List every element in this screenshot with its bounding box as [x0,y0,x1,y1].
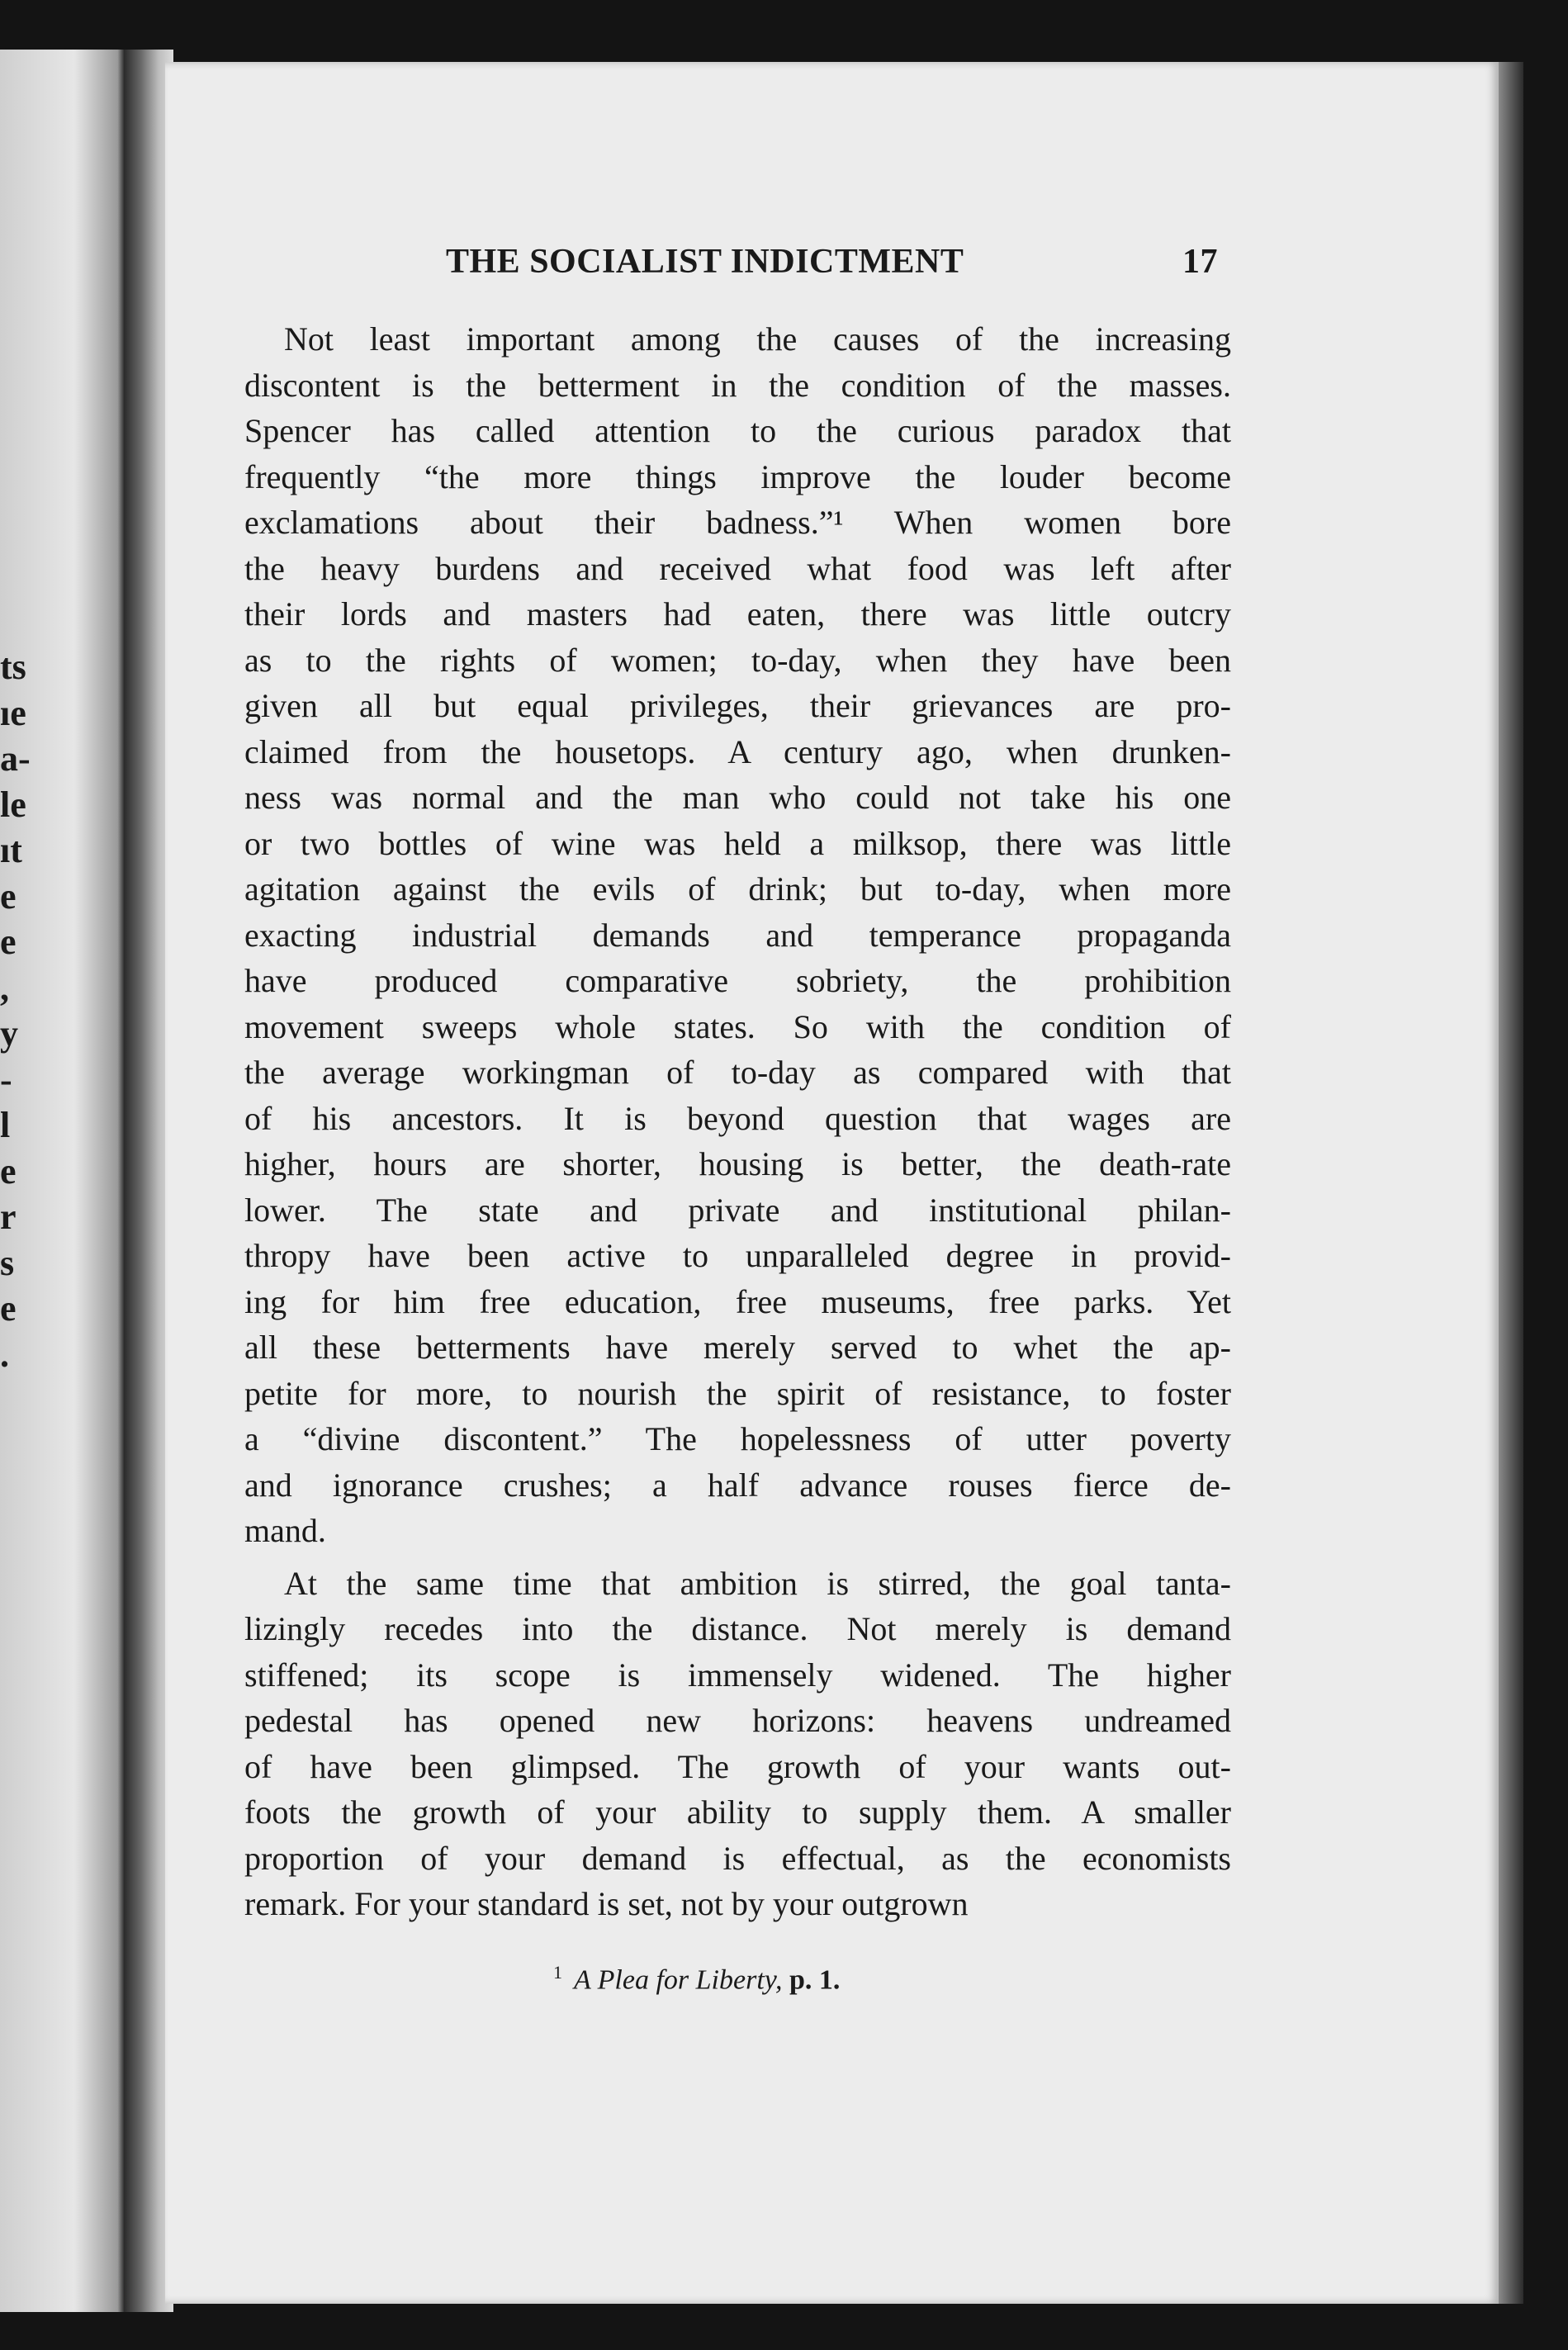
page-right-edge [1499,62,1523,2304]
left-page-fragment: e [0,1150,17,1192]
text-line: petite for more, to nourish the spirit of resistance, to foster [244,1374,1231,1412]
left-page-fragment: l [0,1105,11,1145]
left-page-fragment: ts [0,647,26,687]
text-line: agitation against the evils of drink; but to-day, when more [244,870,1231,907]
text-line: ing for him free education, free museums, free parks. Yet [244,1282,1231,1320]
left-page-fragment: - [0,1059,12,1100]
text-line: mand. [244,1512,326,1549]
text-line: proportion of your demand is effectual, as the economists [244,1839,1231,1877]
text-line: of have been glimpsed. The growth of your wants out- [244,1747,1231,1785]
text-line: lizingly recedes into the distance. Not merely is demand [244,1610,1231,1647]
paragraph [244,1561,1231,1927]
text-line: thropy have been active to unparalleled degree in provid- [244,1237,1231,1274]
left-page-fragment: ıt [0,830,22,870]
text-line: lower. The state and private and institutional philan- [244,1191,1231,1229]
text-line: stiffened; its scope is immensely widened. The higher [244,1656,1231,1694]
text-line: Spencer has called attention to the curious paradox that [244,412,1231,449]
running-header [446,242,1218,282]
left-page-fragment: , [0,967,9,1008]
left-page-fragment: ıe [0,692,26,733]
text-line: discontent is the betterment in the condition of the masses. [244,366,1231,404]
body-text [244,316,1231,1927]
text-line: exclamations about their badness.”¹ When women bore [244,504,1231,541]
footnote [553,1962,840,1996]
left-page-fragment: y [0,1013,18,1054]
paragraph-gap [244,1554,1231,1561]
left-page-edge [0,50,124,2312]
text-line: as to the rights of women; to-day, when they have been [244,641,1231,679]
text-line: higher, hours are shorter, housing is better, the death-rate [244,1145,1231,1182]
text-line: all these betterments have merely served to whet the ap- [244,1329,1231,1366]
text-line: of his ancestors. It is beyond question that wages are [244,1099,1231,1137]
paragraph [244,316,1231,1554]
chapter-title: THE SOCIALIST INDICTMENT [446,243,964,281]
left-page-fragment: s [0,1242,15,1283]
text-line: given all but equal privileges, their grievances are pro- [244,687,1231,724]
footnote-marker: 1 [553,1962,562,1983]
text-line: the average workingman of to-day as compared with that [244,1054,1231,1091]
text-line: claimed from the housetops. A century ago, when drunken- [244,732,1231,770]
left-page-fragment: e [0,922,17,962]
text-line: ness was normal and the man who could not take his one [244,779,1231,816]
text-line: remark. For your standard is set, not by your outgrown [244,1885,969,1922]
text-line: foots the growth of your ability to supply them. A smaller [244,1793,1231,1831]
text-line: and ignorance crushes; a half advance rouses fierce de- [244,1466,1231,1504]
left-page-fragment: . [0,1334,9,1375]
text-line: their lords and masters had eaten, there was little outcry [244,595,1231,633]
left-page-fragment: r [0,1196,17,1237]
text-line: a “divine discontent.” The hopelessness of utter poverty [244,1420,1231,1457]
text-line: have produced comparative sobriety, the prohibition [244,962,1231,999]
footnote-page-ref: p. 1. [789,1964,841,1996]
left-page-fragment: le [0,784,26,825]
text-line: the heavy burdens and received what food was left after [244,549,1231,587]
text-line: frequently “the more things improve the louder become [244,457,1231,495]
text-line: or two bottles of wine was held a milksop, there was little [244,824,1231,862]
text-line: pedestal has opened new horizons: heavens undreamed [244,1702,1231,1739]
text-line: At the same time that ambition is stirred, the goal tanta- [284,1564,1231,1602]
text-line: exacting industrial demands and temperance propaganda [244,916,1231,954]
page-number: 17 [1182,243,1218,281]
text-line: Not least important among the causes of the increasing [284,320,1231,358]
footnote-title: A Plea for Liberty, [574,1964,783,1996]
left-page-fragment: e [0,1288,17,1329]
left-page-text-fragments [0,644,33,1377]
text-line: movement sweeps whole states. So with the condition of [244,1007,1231,1045]
left-page-fragment: e [0,875,17,917]
left-page-fragment: a- [0,738,31,779]
